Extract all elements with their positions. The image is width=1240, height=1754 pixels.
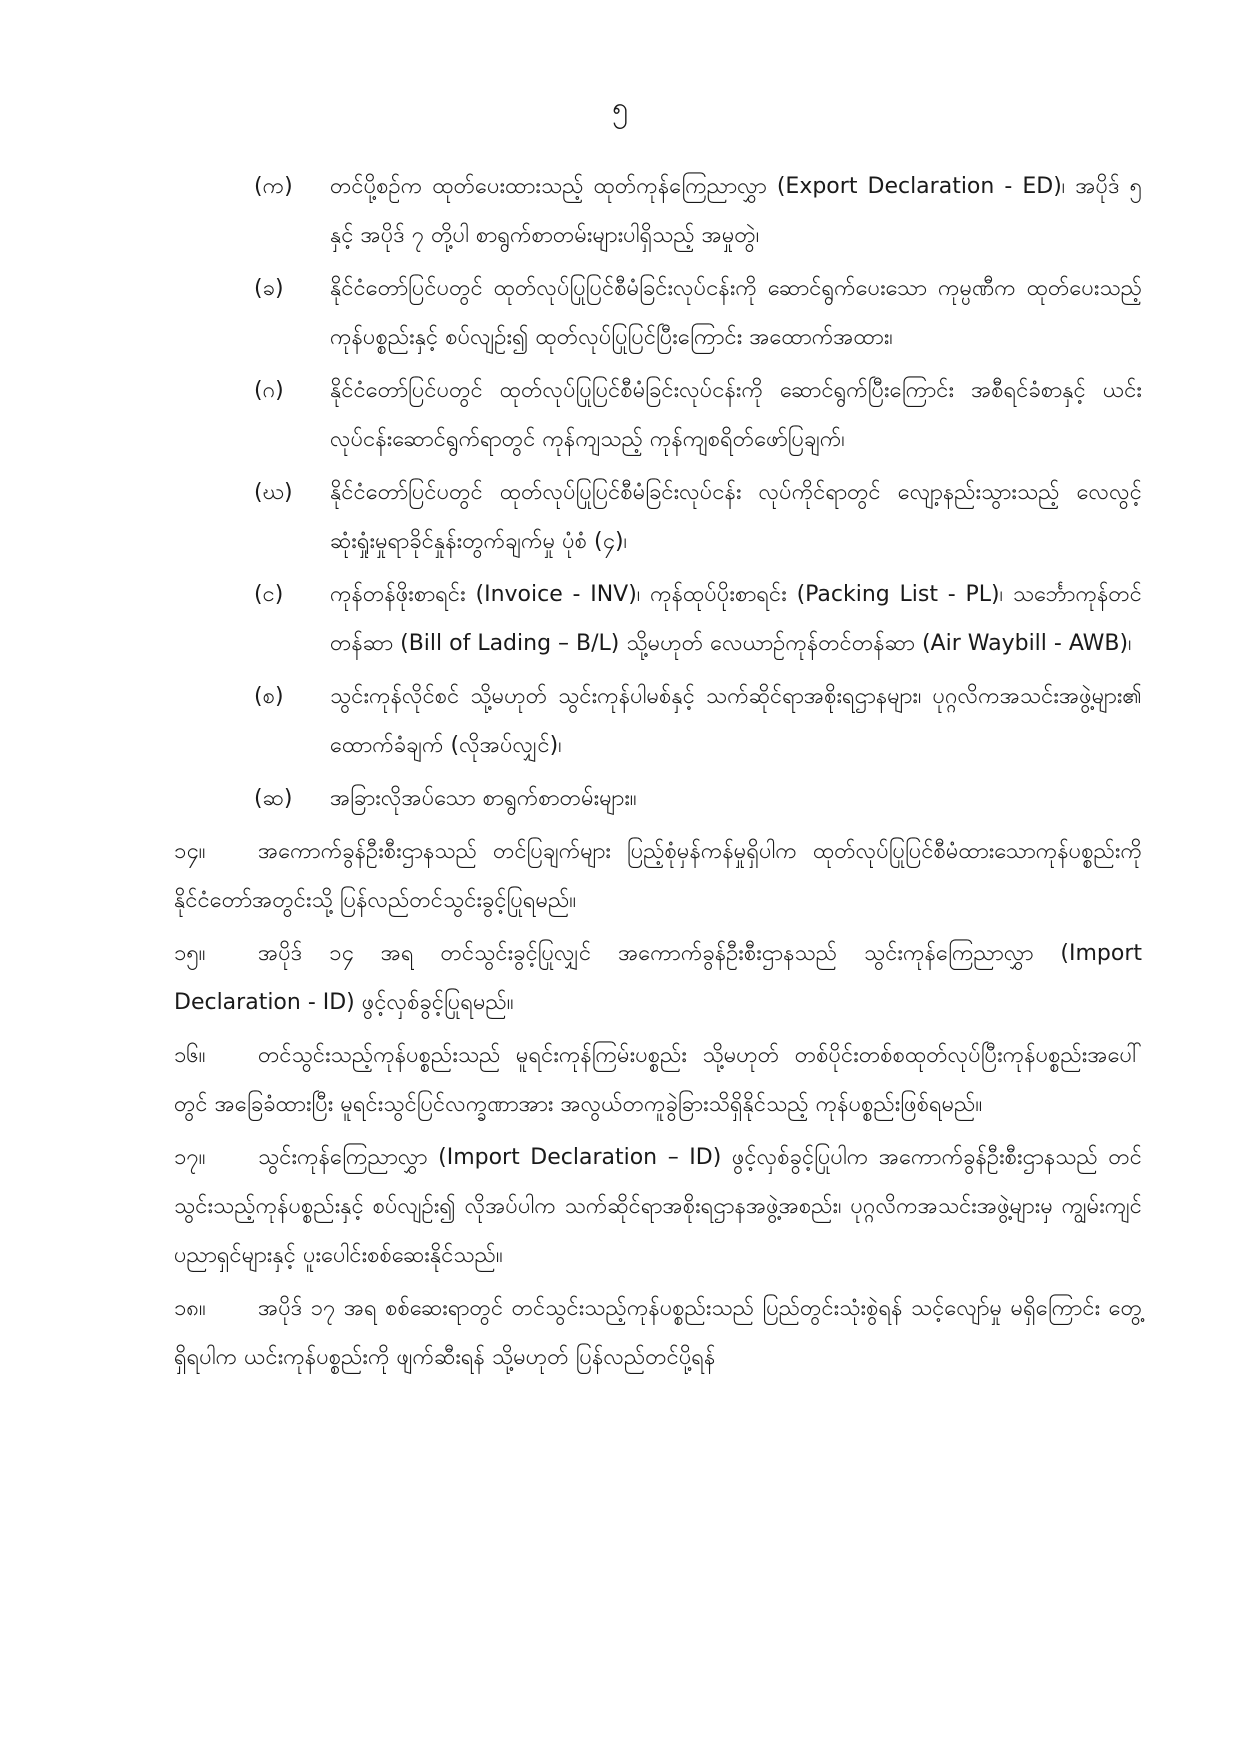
section-paragraph: [174, 929, 1142, 1027]
list-marker: (ခ): [254, 276, 284, 301]
list-item-text: အခြားလိုအပ်သော စာရွက်စာတမ်းများ။: [330, 786, 637, 811]
list-item: [174, 774, 1142, 823]
section-text: အပိုဒ် ၁၄ အရ တင်သွင်းခွင့်ပြုလျှင် အကောက်ခွန်ဦးစီးဌာနသည် သွင်းကုန်ကြေညာလွှာ (Import Declaration - ID) ဖွင့်လှစ်ခွင့်ပြုရမည်။: [174, 941, 1142, 1015]
section-paragraph: [174, 1031, 1142, 1129]
list-item-text: ကုန်တန်ဖိုးစာရင်း (Invoice - INV)၊ ကုန်ထုပ်ပိုးစာရင်း (Packing List - PL)၊ သင်္ဘောကုန်တင်တန်ဆာ (Bill of Lading – B/L) သို့မဟုတ် လေယာဉ်ကုန်တင်တန်ဆာ (Air Waybill - AWB)၊: [330, 582, 1142, 656]
section-number: ၁၅။: [174, 941, 206, 966]
list-marker: (င): [254, 582, 284, 607]
list-marker: (စ): [254, 684, 284, 709]
list-marker: (ဃ): [254, 480, 293, 505]
section-text: အကောက်ခွန်ဦးစီးဌာနသည် တင်ပြချက်များ ပြည့်စုံမှန်ကန်မှုရှိပါက ထုတ်လုပ်ပြုပြင်စီမံထားသောကုန်ပစ္စည်းကို နိုင်ငံတော်အတွင်းသို့ ပြန်လည်တင်သွင်းခွင့်ပြုရမည်။: [174, 839, 1142, 913]
list-item: [174, 264, 1142, 362]
list-marker: (က): [254, 174, 293, 199]
list-marker: (ဂ): [254, 378, 284, 403]
section-number: ၁၆။: [174, 1043, 206, 1068]
list-item-text: နိုင်ငံတော်ပြင်ပတွင် ထုတ်လုပ်ပြုပြင်စီမံခြင်းလုပ်ငန်းကို ဆောင်ရွက်ပေးသော ကုမ္ပဏီက ထုတ်ပေးသည့် ကုန်ပစ္စည်းနှင့် စပ်လျဉ်း၍ ထုတ်လုပ်ပြုပြင်ပြီးကြောင်း အထောက်အထား၊: [330, 276, 1142, 350]
document-body: [174, 162, 1142, 1386]
section-text: တင်သွင်းသည့်ကုန်ပစ္စည်းသည် မူရင်းကုန်ကြမ်းပစ္စည်း သို့မဟုတ် တစ်ပိုင်းတစ်စထုတ်လုပ်ပြီးကုန်ပစ္စည်းအပေါ်တွင် အခြေခံထားပြီး မူရင်းသွင်ပြင်လက္ခဏာအား အလွယ်တကူခွဲခြားသိရှိနိုင်သည့် ကုန်ပစ္စည်းဖြစ်ရမည်။: [174, 1043, 1142, 1117]
list-item-text: တင်ပို့စဉ်က ထုတ်ပေးထားသည့် ထုတ်ကုန်ကြေညာလွှာ (Export Declaration - ED)၊ အပိုဒ် ၅ နှင့် အပိုဒ် ၇ တို့ပါ စာရွက်စာတမ်းများပါရှိသည့် အမှုတွဲ၊: [330, 174, 1142, 248]
section-paragraph: [174, 1133, 1142, 1280]
section-paragraph: [174, 1284, 1142, 1382]
list-item-text: နိုင်ငံတော်ပြင်ပတွင် ထုတ်လုပ်ပြုပြင်စီမံခြင်းလုပ်ငန်း လုပ်ကိုင်ရာတွင် လျော့နည်းသွားသည့် လေလွင့်ဆုံးရှုံးမှုရာခိုင်နှုန်းတွက်ချက်မှု ပုံစံ (၄)၊: [330, 480, 1142, 554]
list-item: [174, 672, 1142, 770]
page-number: ၅: [612, 91, 628, 124]
section-number: ၁၈။: [174, 1296, 206, 1321]
list-item-text: သွင်းကုန်လိုင်စင် သို့မဟုတ် သွင်းကုန်ပါမစ်နှင့် သက်ဆိုင်ရာအစိုးရဌာနများ၊ ပုဂ္ဂလိကအသင်းအဖွဲ့များ၏ ထောက်ခံချက် (လိုအပ်လျှင်)၊: [330, 684, 1142, 758]
section-text: အပိုဒ် ၁၇ အရ စစ်ဆေးရာတွင် တင်သွင်းသည့်ကုန်ပစ္စည်းသည် ပြည်တွင်းသုံးစွဲရန် သင့်လျော်မှု မရှိကြောင်း တွေ့ရှိရပါက ယင်းကုန်ပစ္စည်းကို ဖျက်ဆီးရန် သို့မဟုတ် ပြန်လည်တင်ပို့ရန်: [174, 1296, 1142, 1370]
list-item: [174, 570, 1142, 668]
list-marker: (ဆ): [254, 786, 293, 811]
list-item-text: နိုင်ငံတော်ပြင်ပတွင် ထုတ်လုပ်ပြုပြင်စီမံခြင်းလုပ်ငန်းကို ဆောင်ရွက်ပြီးကြောင်း အစီရင်ခံစာနှင့် ယင်းလုပ်ငန်းဆောင်ရွက်ရာတွင် ကုန်ကျသည့် ကုန်ကျစရိတ်ဖော်ပြချက်၊: [330, 378, 1142, 452]
list-item: [174, 366, 1142, 464]
section-text: သွင်းကုန်ကြေညာလွှာ (Import Declaration – ID) ဖွင့်လှစ်ခွင့်ပြုပါက အကောက်ခွန်ဦးစီးဌာနသည် တင်သွင်းသည့်ကုန်ပစ္စည်းနှင့် စပ်လျဉ်း၍ လိုအပ်ပါက သက်ဆိုင်ရာအစိုးရဌာနအဖွဲ့အစည်း၊ ပုဂ္ဂလိကအသင်းအဖွဲ့များမှ ကျွမ်းကျင်ပညာရှင်များနှင့် ပူးပေါင်းစစ်ဆေးနိုင်သည်။: [174, 1145, 1142, 1268]
section-number: ၁၄။: [174, 839, 206, 864]
list-item: [174, 468, 1142, 566]
section-paragraph: [174, 827, 1142, 925]
section-number: ၁၇။: [174, 1145, 206, 1170]
list-item: [174, 162, 1142, 260]
